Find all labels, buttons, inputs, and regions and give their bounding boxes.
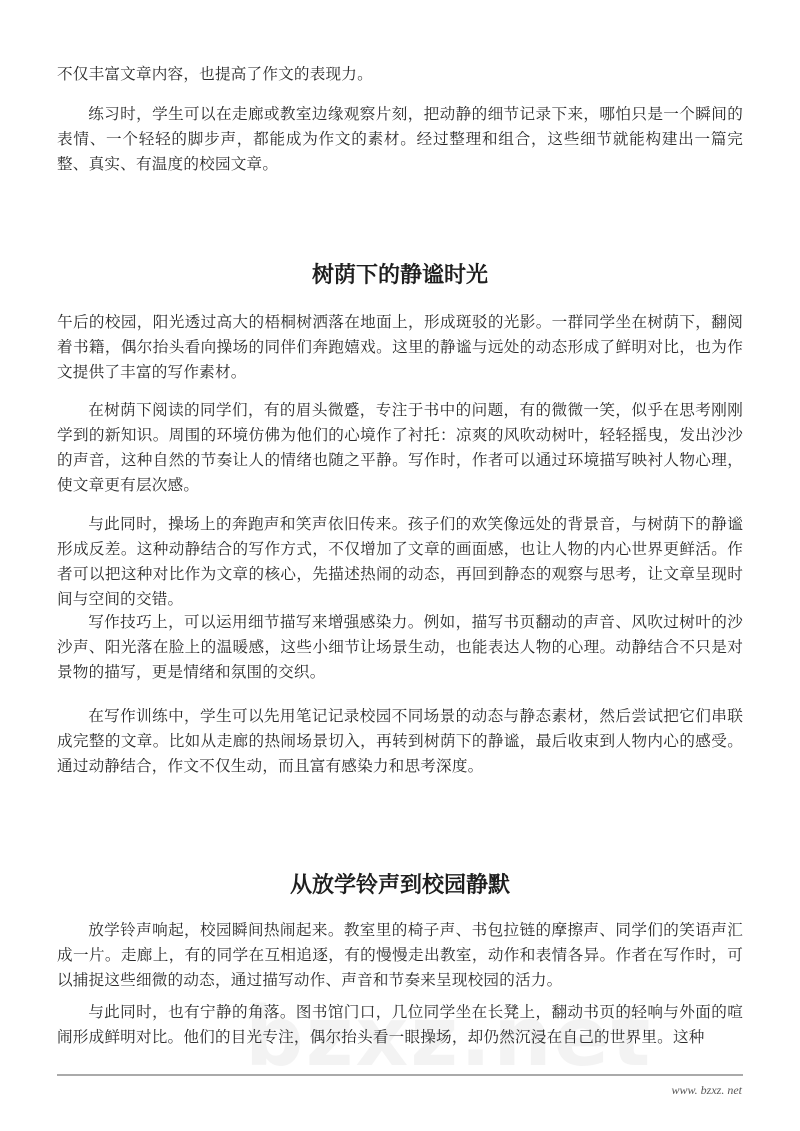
paragraph: 在树荫下阅读的同学们，有的眉头微蹙，专注于书中的问题，有的微微一笑，似乎在思考刚刚学到的新知识。周围的环境仿佛为他们的心境作了衬托：凉爽的风吹动树叶，轻轻摇曳，发出沙沙的声音，这种自然的节奏让人的情绪也随之平静。写作时，作者可以通过环境描写映衬人物心理，使文章更有层次感。 <box>57 401 743 494</box>
paragraph: 放学铃声响起，校园瞬间热闹起来。教室里的椅子声、书包拉链的摩擦声、同学们的笑语声汇成一片。走廊上，有的同学在互相追逐，有的慢慢走出教室，动作和表情各异。作者在写作时，可以捕捉这些细微的动态，通过描写动作、声音和节奏来呈现校园的活力。 <box>57 921 743 989</box>
paragraph: 与此同时，也有宁静的角落。图书馆门口，几位同学坐在长凳上，翻动书页的轻响与外面的喧闹形成鲜明对比。他们的目光专注，偶尔抬头看一眼操场，却仍然沉浸在自己的世界里。这种 <box>57 1003 743 1046</box>
section-heading: 从放学铃声到校园静默 <box>289 873 510 898</box>
footer-divider <box>57 1074 743 1076</box>
paragraph: 在写作训练中，学生可以先用笔记记录校园不同场景的动态与静态素材，然后尝试把它们串联成完整的文章。比如从走廊的热闹场景切入，再转到树荫下的静谧，最后收束到人物内心的感受。通过动静结合，作文不仅生动，而且富有感染力和思考深度。 <box>57 707 743 775</box>
paragraph: 练习时，学生可以在走廊或教室边缘观察片刻，把动静的细节记录下来，哪怕只是一个瞬间的表情、一个轻轻的脚步声，都能成为作文的素材。经过整理和组合，这些细节就能构建出一篇完整、真实、有温度的校园文章。 <box>57 105 743 173</box>
paragraph: 不仅丰富文章内容，也提高了作文的表现力。 <box>57 65 373 83</box>
footer-site-url: www. bzxz. net <box>671 1083 742 1097</box>
paragraph: 写作技巧上，可以运用细节描写来增强感染力。例如，描写书页翻动的声音、风吹过树叶的沙沙声、阳光落在脸上的温暖感，这些小细节让场景生动，也能表达人物的心理。动静结合不只是对景物的描写，更是情绪和氛围的交织。 <box>57 613 743 681</box>
paragraph: 与此同时，操场上的奔跑声和笑声依旧传来。孩子们的欢笑像远处的背景音，与树荫下的静谧形成反差。这种动静结合的写作方式，不仅增加了文章的画面感，也让人物的内心世界更鲜活。作者可以把这种对比作为文章的核心，先描述热闹的动态，再回到静态的观察与思考，让文章呈现时间与空间的交错。 <box>57 515 743 608</box>
paragraph: 午后的校园，阳光透过高大的梧桐树洒落在地面上，形成斑驳的光影。一群同学坐在树荫下，翻阅着书籍，偶尔抬头看向操场的同伴们奔跑嬉戏。这里的静谧与远处的动态形成了鲜明对比，也为作文提供了丰富的写作素材。 <box>57 313 743 381</box>
section-heading: 树荫下的静谧时光 <box>311 263 488 288</box>
